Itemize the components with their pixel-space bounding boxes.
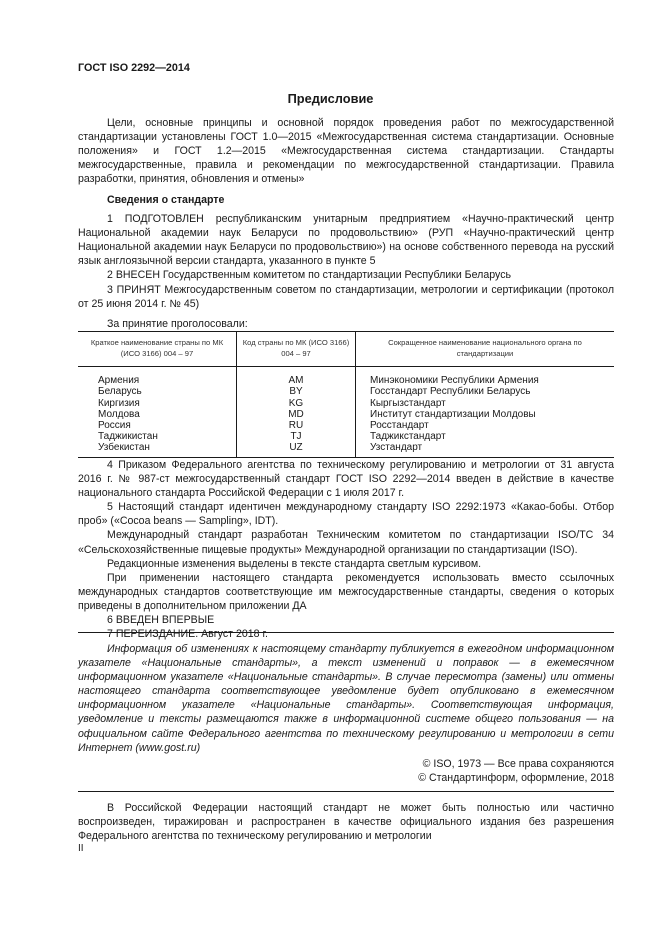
document-header: ГОСТ ISO 2292—2014 [78,62,190,74]
footer-paragraph: В Российской Федерации настоящий стандарт не может быть полностью или частично воспроизведен, тиражирован и распространен в качестве официального издания без разрешения Федерального агентства по техническому регулированию и метрологии [78,802,614,843]
page-title: Предисловие [287,91,374,106]
application-paragraph: При применении настоящего стандарта рекомендуется использовать вместо ссылочных международных стандартов соответствующие им межгосударственные стандарты, сведения о которых приведены в дополнительном приложении ДА [78,571,614,612]
country-cell: Армения [98,375,140,387]
intro-paragraph: Цели, основные принципы и основной порядок проведения работ по межгосударственной стандартизации установлены ГОСТ 1.0—2015 «Межгосударственная система стандартизации. Основные положения» и ГОСТ 1.2—2015 «Межгосударственная система стандартизации. Стандарты межгосударственные, правила и рекомендации по межгосударственной стандартизации. Правила разработки, принятия, обновления и отмены» [78,117,614,186]
table-row [78,386,614,397]
table-header-code: Код страны по МК (ИСО 3166) 004 – 97 [237,332,356,367]
item-4: 4 Приказом Федерального агентства по техническому регулированию и метрологии от 31 августа 2016 г. № 987-ст межгосударственный стандарт ГОСТ ISO 2292—2014 введен в действие в качестве национального стандарта Российской Федерации с 1 июля 2017 г. [78,459,614,500]
authority-cell: Минэкономики Республики Армения [356,367,615,387]
authority-cell: Кыргызстандарт [356,398,615,409]
country-cell: Узбекистан [78,442,237,457]
country-cell: Таджикистан [98,431,158,443]
authority-cell: Институт стандартизации Молдовы [356,409,615,420]
table-header-country: Краткое наименование страны по МК (ИСО 3166) 004 – 97 [78,332,237,367]
divider-bottom [78,791,614,792]
editorial-paragraph: Редакционные изменения выделены в тексте стандарта светлым курсивом. [107,557,482,570]
item-3: 3 ПРИНЯТ Межгосударственным советом по стандартизации, метрологии и сертификации (протокол от 25 июня 2014 г. № 45) [78,283,614,310]
divider-top [78,632,614,633]
authority-cell: Таджикстандарт [356,431,615,442]
table-row [78,409,614,420]
country-cell: Киргизия [98,397,140,409]
copyright-standartinform: © Стандартинформ, оформление, 2018 [418,772,614,785]
country-cell: Россия [98,420,131,431]
table-header-body: Сокращенное наименование национального органа по стандартизации [356,332,615,367]
copyright-iso: © ISO, 1973 — Все права сохраняются [422,758,614,770]
authority-cell: Росстандарт [356,420,615,431]
table-row [78,442,614,457]
item-5: 5 Настоящий стандарт идентичен международному стандарту ISO 2292:1973 «Какао-бобы. Отбор проб» («Cocoa beans — Sampling», IDT). [78,501,614,528]
vote-table [78,331,614,458]
item-7: 7 ПЕРЕИЗДАНИЕ. Август 2018 г. [107,628,268,641]
code-cell: TJ [237,431,356,442]
code-cell: BY [237,386,356,397]
code-cell: MD [237,409,356,420]
table-row [78,367,614,387]
authority-cell: Госстандарт Республики Беларусь [356,386,615,397]
page-number: II [78,843,84,854]
code-cell: KG [237,398,356,409]
footer-section [78,801,614,843]
code-cell: AM [237,367,356,387]
country-cell: Молдова [98,408,140,420]
copyright-block [418,757,614,785]
adoption-section [78,458,614,641]
item-1: 1 ПОДГОТОВЛЕН республиканским унитарным предприятием «Научно-практический центр Национальной академии наук Беларуси по продовольствию» (РУП «Научно-практический центр Национальной академии наук Беларуси по продовольствию») на основе собственного перевода на русский язык англоязычной версии стандарта, указанного в пункте 5 [78,213,614,268]
table-row [78,420,614,431]
standard-info-section [78,193,614,331]
table-row [78,431,614,442]
item-2: 2 ВНЕСЕН Государственным комитетом по стандартизации Республики Беларусь [107,269,512,282]
code-cell: UZ [237,442,356,457]
table-row [78,398,614,409]
intro-section [78,116,614,186]
code-cell: RU [237,420,356,431]
item-6: 6 ВВЕДЕН ВПЕРВЫЕ [107,614,215,627]
authority-cell: Узстандарт [356,442,615,457]
iso-committee-paragraph: Международный стандарт разработан Техническим комитетом по стандартизации ISO/TC 34 «Сельскохозяйственные пищевые продукты» Международной организации по стандартизации (ISO). [78,529,614,556]
vote-intro: За принятие проголосовали: [107,317,248,330]
table-header-row [78,332,614,367]
country-cell: Беларусь [98,386,142,398]
subheading: Сведения о стандарте [107,194,225,206]
info-note: Информация об изменениях к настоящему стандарту публикуется в ежегодном информационном указателе «Национальные стандарты», а текст изменений и поправок — в ежемесячном информационном указателе «Национальные стандарты». В случае пересмотра (замены) или отмены настоящего стандарта соответствующее уведомление будет опубликовано в ежемесячном информационном указателе «Национальные стандарты». Соответствующая информация, уведомление и тексты размещаются также в информационной системе общего пользования — на официальном сайте Федерального агентства по техническому регулированию и метрологии в сети Интернет (www.gost.ru) [78,643,614,754]
info-note-section [78,642,614,755]
